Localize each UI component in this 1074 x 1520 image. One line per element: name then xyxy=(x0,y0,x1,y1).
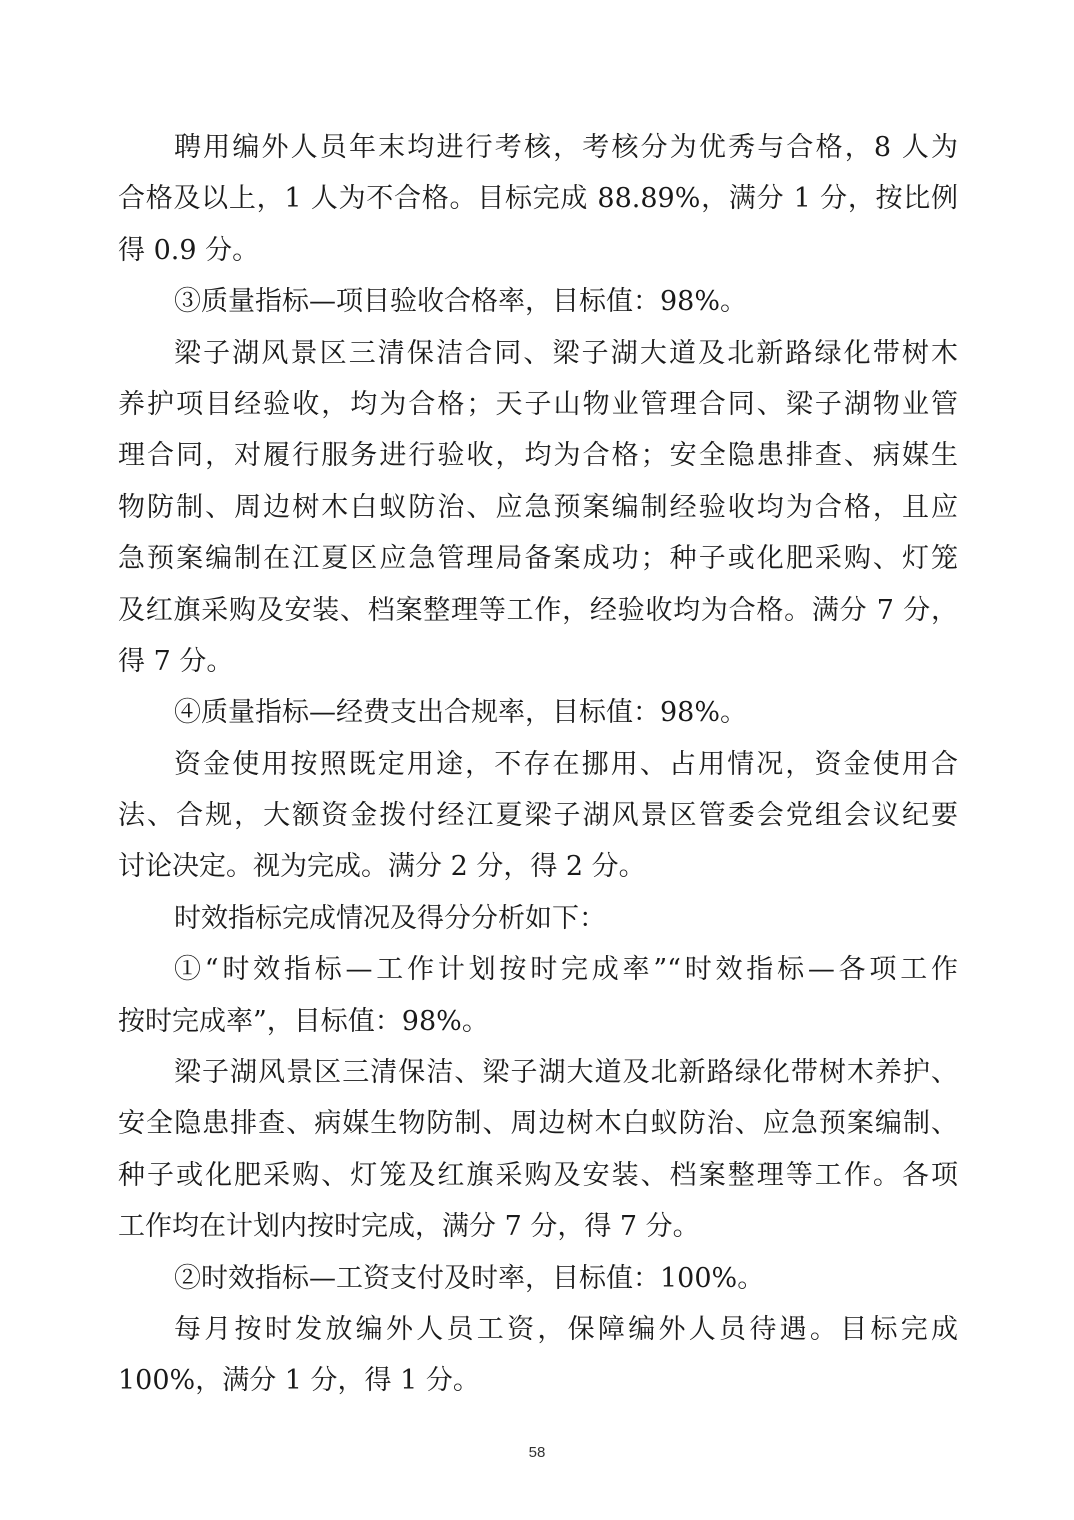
section-heading: 时效指标完成情况及得分分析如下： xyxy=(174,902,606,934)
paragraph-line: 种子或化肥采购、灯笼及红旗采购及安装、档案整理等工作。各项 xyxy=(118,1159,958,1191)
paragraph-line: 工作均在计划内按时完成，满分 7 分，得 7 分。 xyxy=(118,1211,700,1243)
paragraph-line: 急预案编制在江夏区应急管理局备案成功；种子或化肥采购、灯笼 xyxy=(118,543,958,575)
section-heading: ①“时效指标—工作计划按时完成率”“时效指标—各项工作 xyxy=(174,954,958,986)
paragraph-line: 讨论决定。视为完成。满分 2 分，得 2 分。 xyxy=(118,851,646,883)
paragraph-line: 养护项目经验收，均为合格；天子山物业管理合同、梁子湖物业管 xyxy=(118,388,958,420)
paragraph-line: 理合同，对履行服务进行验收，均为合格；安全隐患排查、病媒生 xyxy=(118,440,958,472)
paragraph-line: 资金使用按照既定用途，不存在挪用、占用情况，资金使用合 xyxy=(174,748,958,780)
paragraph-line: 安全隐患排查、病媒生物防制、周边树木白蚁防治、应急预案编制、 xyxy=(118,1108,958,1140)
section-heading: ④质量指标—经费支出合规率，目标值：98%。 xyxy=(174,697,748,729)
section-heading: 按时完成率”，目标值：98%。 xyxy=(118,1005,489,1037)
section-heading: ③质量指标—项目验收合格率，目标值：98%。 xyxy=(174,286,748,318)
paragraph-line: 100%，满分 1 分，得 1 分。 xyxy=(118,1365,480,1397)
section-heading: ②时效指标—工资支付及时率，目标值：100%。 xyxy=(174,1262,765,1294)
paragraph-line: 聘用编外人员年末均进行考核，考核分为优秀与合格，8 人为 xyxy=(174,132,958,163)
paragraph-line: 法、合规，大额资金拨付经江夏梁子湖风景区管委会党组会议纪要 xyxy=(118,800,958,832)
paragraph-line: 梁子湖风景区三清保洁、梁子湖大道及北新路绿化带树木养护、 xyxy=(174,1057,958,1089)
paragraph-line: 梁子湖风景区三清保洁合同、梁子湖大道及北新路绿化带树木 xyxy=(174,337,958,369)
paragraph-line: 物防制、周边树木白蚁防治、应急预案编制经验收均为合格，且应 xyxy=(118,491,958,523)
paragraph-line: 合格及以上，1 人为不合格。目标完成 88.89%，满分 1 分，按比例 xyxy=(118,183,958,215)
paragraph-line: 及红旗采购及安装、档案整理等工作，经验收均为合格。满分 7 分， xyxy=(118,594,958,626)
paragraph-line: 每月按时发放编外人员工资，保障编外人员待遇。目标完成 xyxy=(174,1313,958,1345)
paragraph-line: 得 7 分。 xyxy=(118,645,234,677)
page-number: 58 xyxy=(528,1444,546,1461)
paragraph-line: 得 0.9 分。 xyxy=(118,234,260,266)
body-text xyxy=(118,122,958,1407)
